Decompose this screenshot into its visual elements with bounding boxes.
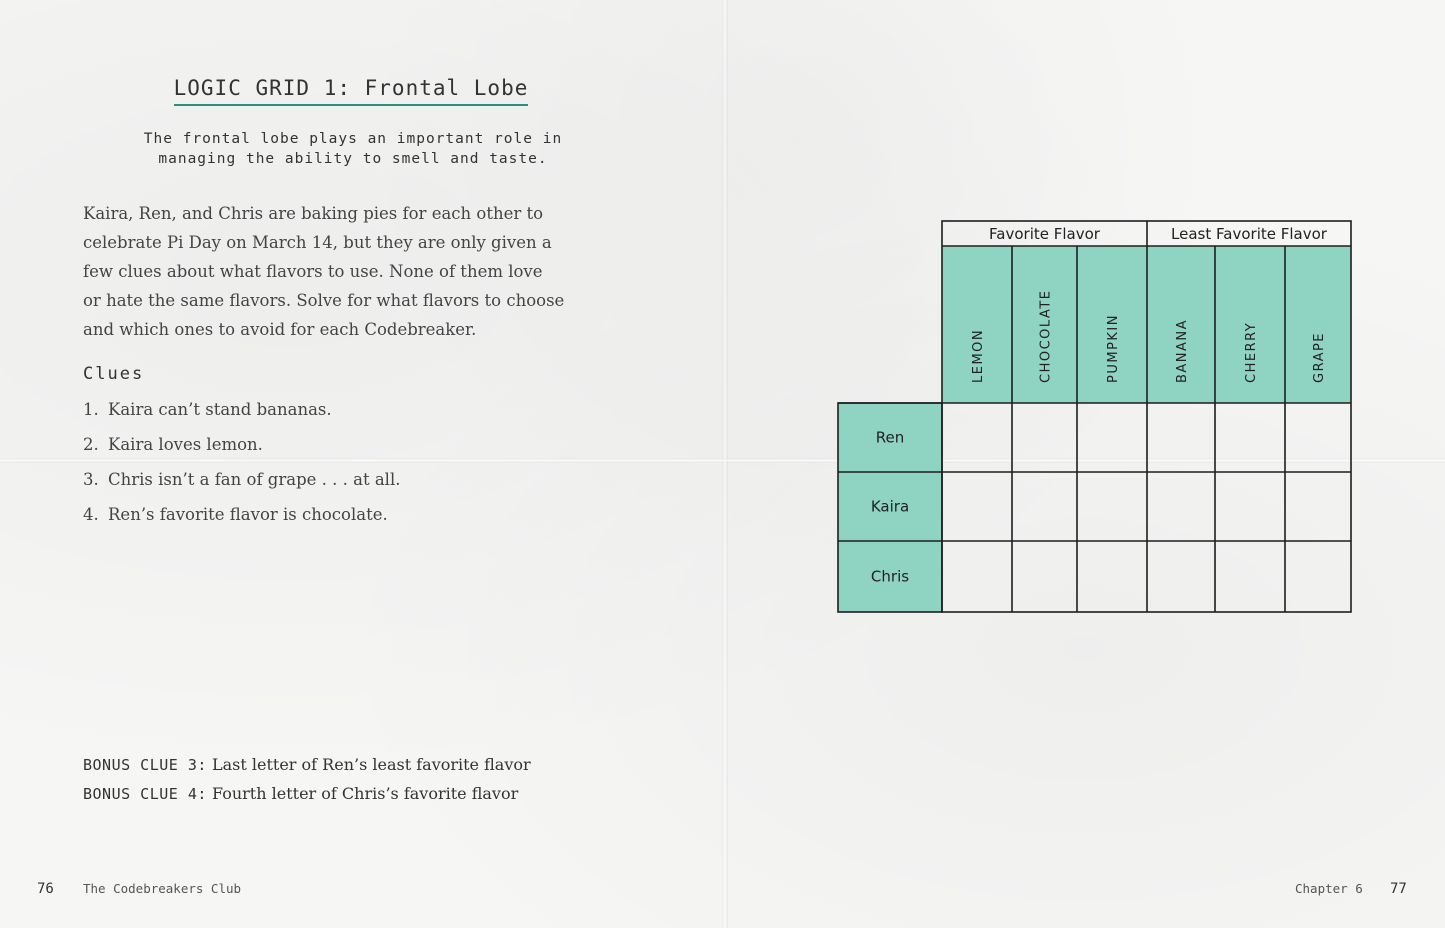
bonus-clue-3 [83,755,683,774]
grid-cell[interactable] [1014,543,1075,610]
clue-number: 2. [83,435,99,454]
intro-paragraph [83,199,623,344]
grid-cell[interactable] [944,474,1010,539]
bonus-clue-4 [83,784,683,803]
intro-line: Kaira, Ren, and Chris are baking pies for each other to [83,204,544,223]
grid-cell[interactable] [1287,405,1349,470]
logic-grid [830,214,1360,620]
subtitle-line: managing the ability to smell and taste. [158,151,548,167]
clue-text: Ren’s favorite flavor is chocolate. [108,505,388,524]
subtitle-line: The frontal lobe plays an important role in [143,131,563,147]
grid-cell[interactable] [1079,543,1145,610]
subtitle [120,129,586,169]
title-label: LOGIC GRID 1: [173,76,351,100]
clue-text: Chris isn’t a fan of grape . . . at all. [108,470,401,489]
vertical-fold [722,0,728,928]
grid-cell[interactable] [1149,543,1213,610]
grid-cell[interactable] [1149,405,1213,470]
clues-heading: Clues [83,364,145,384]
clue-item [83,501,643,536]
bonus-clue-label: BONUS CLUE 3: [83,756,207,774]
running-head-right: Chapter 6 [1295,881,1363,896]
grid-cell[interactable] [1079,474,1145,539]
column-label-banana: BANANA [1175,318,1190,383]
row-label-chris: Chris [870,567,910,586]
intro-line: and which ones to avoid for each Codebreaker. [83,320,477,339]
grid-cell[interactable] [1014,405,1075,470]
intro-line: celebrate Pi Day on March 14, but they are only given a [83,233,552,252]
column-label-lemon: LEMON [971,328,986,383]
grid-cell[interactable] [1217,474,1283,539]
clues-list [83,396,643,536]
grid-cell[interactable] [1217,543,1283,610]
grid-cell[interactable] [1287,543,1349,610]
clue-text: Kaira loves lemon. [108,435,263,454]
column-label-cherry: CHERRY [1244,321,1259,383]
bonus-clue-text: Last letter of Ren’s least favorite flavor [206,755,531,774]
clue-item [83,396,643,431]
grid-cell[interactable] [1217,405,1283,470]
group-label-favorite: Favorite Flavor [989,225,1100,243]
grid-cell[interactable] [944,405,1010,470]
clue-number: 1. [83,400,99,419]
clue-text: Kaira can’t stand bananas. [108,400,332,419]
clue-item [83,431,643,466]
column-label-chocolate: CHOCOLATE [1038,289,1054,383]
grid-cell[interactable] [1149,474,1213,539]
group-label-least-favorite: Least Favorite Flavor [1171,225,1327,243]
row-label-kaira: Kaira [870,497,910,516]
bonus-clue-label: BONUS CLUE 4: [83,785,207,803]
title-name: Frontal Lobe [351,76,529,100]
clue-number: 4. [83,505,99,524]
grid-cell[interactable] [944,543,1010,610]
grid-cell[interactable] [1287,474,1349,539]
grid-cell[interactable] [1079,405,1145,470]
page-number-right: 77 [1390,881,1407,897]
clue-item [83,466,643,501]
column-label-grape: GRAPE [1312,331,1327,383]
running-head-left: The Codebreakers Club [83,881,242,896]
intro-line: few clues about what flavors to use. None of them love [83,262,543,281]
row-label-ren: Ren [875,428,905,447]
column-label-pumpkin: PUMPKIN [1106,314,1121,383]
grid-cell[interactable] [1014,474,1075,539]
clue-number: 3. [83,470,99,489]
intro-line: or hate the same flavors. Solve for what flavors to choose [83,291,565,310]
page-title [168,76,534,106]
bonus-clue-text: Fourth letter of Chris’s favorite flavor [206,784,519,803]
page-number-left: 76 [37,881,54,897]
